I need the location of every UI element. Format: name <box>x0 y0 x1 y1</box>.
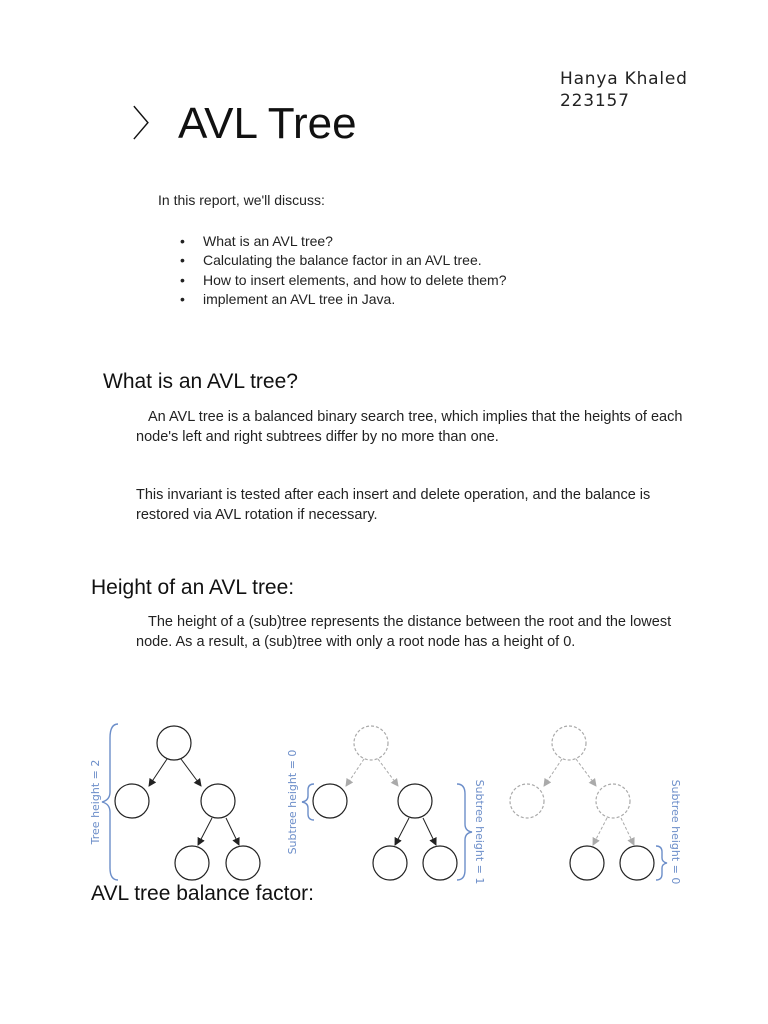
tree-leaves <box>510 726 682 884</box>
author-name: Hanya Khaled <box>560 69 688 89</box>
tree-subtrees <box>286 726 486 884</box>
topic-list-item: • What is an AVL tree? <box>180 232 507 251</box>
tree-full <box>89 724 260 880</box>
page-title <box>132 96 357 155</box>
tree-node <box>620 846 654 880</box>
section-heading-height: Height of an AVL tree: <box>91 576 295 599</box>
tree-node <box>373 846 407 880</box>
tree-node <box>175 846 209 880</box>
label-left-subtree: Subtree height = 0 <box>286 749 299 855</box>
tree-node <box>398 784 432 818</box>
tree-node-faded <box>596 784 630 818</box>
intro-text: In this report, we'll discuss: <box>158 192 325 208</box>
tree-node-faded <box>354 726 388 760</box>
topic-list-item: • implement an AVL tree in Java. <box>180 290 507 309</box>
tree-node <box>157 726 191 760</box>
tree-node <box>570 846 604 880</box>
section-what-is-paragraph-1: An AVL tree is a balanced binary search tree, which implies that the heights of each node's left and right subtrees differ by no more than one. <box>136 409 683 445</box>
label-right-subtree-1: Subtree height = 1 <box>473 779 486 885</box>
tree-node-faded <box>510 784 544 818</box>
author-id: 223157 <box>560 91 630 111</box>
label-tree-height: Tree height = 2 <box>89 759 102 845</box>
section-heading-what-is: What is an AVL tree? <box>103 370 298 393</box>
tree-node <box>115 784 149 818</box>
section-what-is-paragraph-2: This invariant is tested after each insert and delete operation, and the balance is restored via AVL rotation if necessary. <box>136 487 651 523</box>
label-right-subtree-0: Subtree height = 0 <box>669 779 682 885</box>
brace-icon <box>656 846 667 880</box>
author-block <box>560 68 688 112</box>
tree-node <box>226 846 260 880</box>
tree-node <box>201 784 235 818</box>
topic-list-item: • How to insert elements, and how to delete them? <box>180 271 507 290</box>
page-title-text: AVL Tree <box>178 99 357 148</box>
topic-list-item: • Calculating the balance factor in an AVL tree. <box>180 251 507 270</box>
section-heading-balance-factor: AVL tree balance factor: <box>91 882 314 905</box>
brace-icon <box>457 784 472 880</box>
tree-height-diagram <box>80 708 700 888</box>
tree-node <box>313 784 347 818</box>
tree-node <box>423 846 457 880</box>
tree-node-faded <box>552 726 586 760</box>
topic-list <box>180 232 507 309</box>
section-height-paragraph: The height of a (sub)tree represents the distance between the root and the lowest node. As a result, a (sub)tree with only a root node has a height of 0. <box>136 614 672 650</box>
chevron-right-icon: 〉 <box>132 104 169 145</box>
brace-icon <box>302 784 314 820</box>
